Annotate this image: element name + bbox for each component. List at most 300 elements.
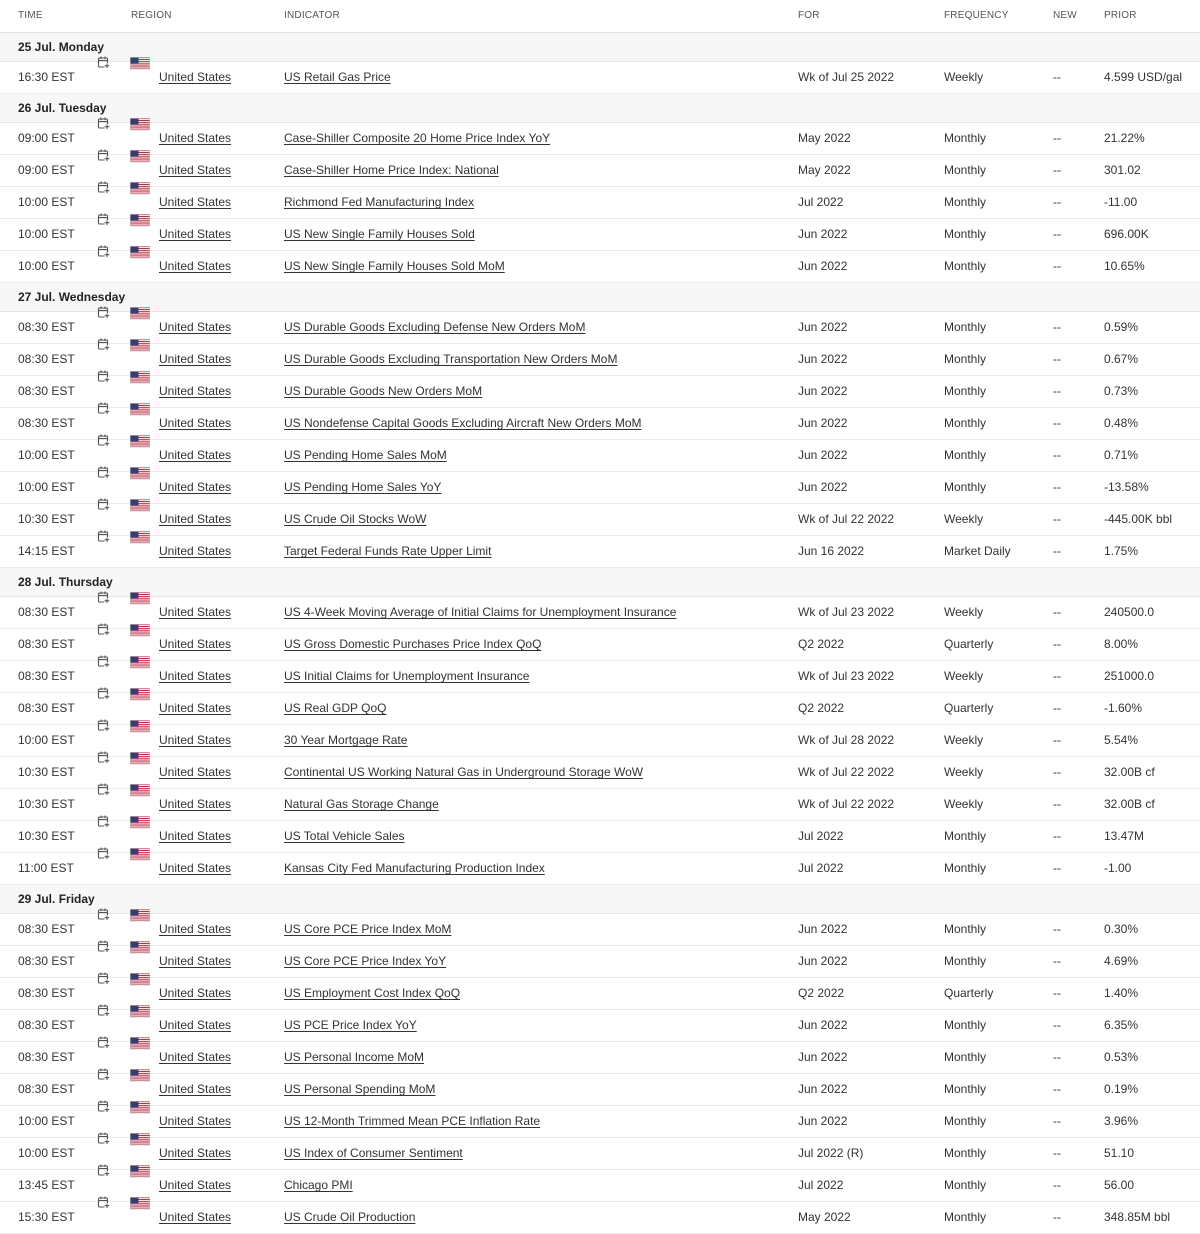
event-time: 08:30 EST	[18, 1050, 75, 1064]
calendar-add-icon[interactable]	[97, 181, 110, 194]
new-value: --	[1053, 448, 1061, 462]
event-time: 15:30 EST	[18, 1210, 75, 1224]
frequency: Monthly	[944, 195, 987, 209]
period-for: Q2 2022	[798, 637, 845, 651]
table-row	[0, 693, 1200, 725]
indicator-link[interactable]: Target Federal Funds Rate Upper Limit	[284, 544, 492, 558]
calendar-add-icon[interactable]	[97, 783, 110, 796]
indicator-link[interactable]: Kansas City Fed Manufacturing Production Index	[284, 861, 545, 875]
new-value: --	[1053, 922, 1061, 936]
us-flag-icon	[130, 150, 150, 162]
region-link[interactable]: United States	[159, 195, 232, 209]
indicator-link[interactable]: Case-Shiller Composite 20 Home Price Index YoY	[284, 131, 551, 145]
region-link[interactable]: United States	[159, 1114, 232, 1128]
column-header-frequency[interactable]: FREQUENCY	[944, 10, 1009, 21]
prior-value: 32.00B cf	[1104, 797, 1155, 811]
region-link[interactable]: United States	[159, 480, 232, 494]
period-for: Jun 2022	[798, 384, 848, 398]
prior-value: 348.85M bbl	[1104, 1210, 1171, 1224]
calendar-add-icon[interactable]	[97, 687, 110, 700]
prior-value: 1.40%	[1104, 986, 1139, 1000]
calendar-add-icon[interactable]	[97, 1036, 110, 1049]
event-time: 13:45 EST	[18, 1178, 75, 1192]
event-time: 10:00 EST	[18, 259, 75, 273]
period-for: May 2022	[798, 163, 851, 177]
new-value: --	[1053, 70, 1061, 84]
indicator-link[interactable]: US Pending Home Sales YoY	[284, 480, 442, 494]
prior-value: 0.19%	[1104, 1082, 1139, 1096]
table-row	[0, 1138, 1200, 1170]
table-row	[0, 1010, 1200, 1042]
prior-value: 6.35%	[1104, 1018, 1139, 1032]
table-row	[0, 251, 1200, 283]
table-row	[0, 789, 1200, 821]
new-value: --	[1053, 1050, 1061, 1064]
us-flag-icon	[130, 246, 150, 258]
event-time: 08:30 EST	[18, 416, 75, 430]
prior-value: 0.48%	[1104, 416, 1139, 430]
event-time: 08:30 EST	[18, 384, 75, 398]
prior-value: 301.02	[1104, 163, 1141, 177]
table-body	[0, 33, 1200, 1234]
indicator-link[interactable]: Natural Gas Storage Change	[284, 797, 439, 811]
day-header: 26 Jul. Tuesday	[0, 94, 1200, 123]
us-flag-icon	[130, 784, 150, 796]
calendar-add-icon[interactable]	[97, 1068, 110, 1081]
region-link[interactable]: United States	[159, 416, 232, 430]
indicator-link[interactable]: US Personal Spending MoM	[284, 1082, 436, 1096]
calendar-add-icon[interactable]	[97, 117, 110, 130]
table-row	[0, 725, 1200, 757]
prior-value: 0.71%	[1104, 448, 1139, 462]
table-row	[0, 62, 1200, 94]
period-for: Wk of Jul 22 2022	[798, 512, 895, 526]
calendar-add-icon[interactable]	[97, 623, 110, 636]
new-value: --	[1053, 954, 1061, 968]
us-flag-icon	[130, 435, 150, 447]
region-link[interactable]: United States	[159, 954, 232, 968]
column-header-prior[interactable]: PRIOR	[1104, 10, 1137, 21]
prior-value: 51.10	[1104, 1146, 1135, 1160]
prior-value: 696.00K	[1104, 227, 1149, 241]
indicator-link[interactable]: Continental US Working Natural Gas in Underground Storage WoW	[284, 765, 644, 779]
column-header-for[interactable]: FOR	[798, 10, 820, 21]
region-link[interactable]: United States	[159, 765, 232, 779]
frequency: Weekly	[944, 70, 984, 84]
prior-value: 13.47M	[1104, 829, 1145, 843]
region-link[interactable]: United States	[159, 259, 232, 273]
prior-value: 21.22%	[1104, 131, 1145, 145]
calendar-add-icon[interactable]	[97, 306, 110, 319]
region-link[interactable]: United States	[159, 352, 232, 366]
calendar-add-icon[interactable]	[97, 530, 110, 543]
indicator-link[interactable]: US Nondefense Capital Goods Excluding Aircraft New Orders MoM	[284, 416, 642, 430]
prior-value: -1.00	[1104, 861, 1132, 875]
indicator-link[interactable]: Chicago PMI	[284, 1178, 353, 1192]
frequency: Monthly	[944, 954, 987, 968]
indicator-link[interactable]: US Crude Oil Production	[284, 1210, 416, 1224]
prior-value: -11.00	[1104, 195, 1138, 209]
frequency: Weekly	[944, 669, 984, 683]
new-value: --	[1053, 797, 1061, 811]
us-flag-icon	[130, 752, 150, 764]
frequency: Monthly	[944, 1210, 987, 1224]
day-header: 29 Jul. Friday	[0, 885, 1200, 914]
us-flag-icon	[130, 1165, 150, 1177]
indicator-link[interactable]: US Gross Domestic Purchases Price Index QoQ	[284, 637, 542, 651]
period-for: Wk of Jul 23 2022	[798, 669, 895, 683]
period-for: Jun 16 2022	[798, 544, 865, 558]
region-link[interactable]: United States	[159, 797, 232, 811]
table-row	[0, 661, 1200, 693]
region-link[interactable]: United States	[159, 1178, 232, 1192]
period-for: Wk of Jul 23 2022	[798, 605, 895, 619]
region-link[interactable]: United States	[159, 829, 232, 843]
calendar-add-icon[interactable]	[97, 1164, 110, 1177]
indicator-link[interactable]: Case-Shiller Home Price Index: National	[284, 163, 499, 177]
region-link[interactable]: United States	[159, 512, 232, 526]
region-link[interactable]: United States	[159, 861, 232, 875]
table-row	[0, 946, 1200, 978]
event-time: 10:00 EST	[18, 1146, 75, 1160]
us-flag-icon	[130, 848, 150, 860]
new-value: --	[1053, 637, 1061, 651]
period-for: Jun 2022	[798, 259, 848, 273]
frequency: Monthly	[944, 829, 987, 843]
us-flag-icon	[130, 1069, 150, 1081]
new-value: --	[1053, 765, 1061, 779]
indicator-link[interactable]: US New Single Family Houses Sold MoM	[284, 259, 505, 273]
calendar-add-icon[interactable]	[97, 245, 110, 258]
calendar-add-icon[interactable]	[97, 940, 110, 953]
event-time: 10:00 EST	[18, 733, 75, 747]
event-time: 10:00 EST	[18, 448, 75, 462]
new-value: --	[1053, 1114, 1061, 1128]
us-flag-icon	[130, 592, 150, 604]
calendar-add-icon[interactable]	[97, 1100, 110, 1113]
frequency: Monthly	[944, 1114, 987, 1128]
event-time: 10:30 EST	[18, 765, 75, 779]
indicator-link[interactable]: US Crude Oil Stocks WoW	[284, 512, 427, 526]
prior-value: -445.00K bbl	[1104, 512, 1173, 526]
calendar-add-icon[interactable]	[97, 1196, 110, 1209]
new-value: --	[1053, 416, 1061, 430]
frequency: Monthly	[944, 163, 987, 177]
new-value: --	[1053, 195, 1061, 209]
period-for: Jun 2022	[798, 352, 848, 366]
region-link[interactable]: United States	[159, 986, 232, 1000]
period-for: Jun 2022	[798, 320, 848, 334]
indicator-link[interactable]: Richmond Fed Manufacturing Index	[284, 195, 475, 209]
frequency: Weekly	[944, 765, 984, 779]
us-flag-icon	[130, 624, 150, 636]
table-row	[0, 536, 1200, 568]
period-for: Jun 2022	[798, 954, 848, 968]
event-time: 08:30 EST	[18, 637, 75, 651]
calendar-add-icon[interactable]	[97, 908, 110, 921]
frequency: Monthly	[944, 1018, 987, 1032]
region-link[interactable]: United States	[159, 1018, 232, 1032]
calendar-add-icon[interactable]	[97, 402, 110, 415]
new-value: --	[1053, 733, 1061, 747]
table-row	[0, 440, 1200, 472]
prior-value: 56.00	[1104, 1178, 1135, 1192]
region-link[interactable]: United States	[159, 320, 232, 334]
us-flag-icon	[130, 1197, 150, 1209]
prior-value: 4.69%	[1104, 954, 1139, 968]
us-flag-icon	[130, 403, 150, 415]
region-link[interactable]: United States	[159, 1050, 232, 1064]
region-link[interactable]: United States	[159, 163, 232, 177]
prior-value: 10.65%	[1104, 259, 1145, 273]
frequency: Monthly	[944, 1146, 987, 1160]
day-header: 28 Jul. Thursday	[0, 568, 1200, 597]
us-flag-icon	[130, 57, 150, 69]
us-flag-icon	[130, 973, 150, 985]
region-link[interactable]: United States	[159, 669, 232, 683]
new-value: --	[1053, 1210, 1061, 1224]
region-link[interactable]: United States	[159, 70, 232, 84]
region-link[interactable]: United States	[159, 733, 232, 747]
table-row	[0, 219, 1200, 251]
us-flag-icon	[130, 499, 150, 511]
prior-value: 8.00%	[1104, 637, 1139, 651]
table-row	[0, 821, 1200, 853]
us-flag-icon	[130, 1005, 150, 1017]
event-time: 08:30 EST	[18, 954, 75, 968]
frequency: Quarterly	[944, 637, 994, 651]
indicator-link[interactable]: US Personal Income MoM	[284, 1050, 425, 1064]
new-value: --	[1053, 861, 1061, 875]
new-value: --	[1053, 259, 1061, 273]
event-time: 14:15 EST	[18, 544, 75, 558]
us-flag-icon	[130, 941, 150, 953]
region-link[interactable]: United States	[159, 448, 232, 462]
frequency: Weekly	[944, 797, 984, 811]
us-flag-icon	[130, 531, 150, 543]
calendar-add-icon[interactable]	[97, 434, 110, 447]
indicator-link[interactable]: US Durable Goods Excluding Defense New Orders MoM	[284, 320, 586, 334]
calendar-add-icon[interactable]	[97, 815, 110, 828]
calendar-add-icon[interactable]	[97, 847, 110, 860]
calendar-add-icon[interactable]	[97, 213, 110, 226]
table-row	[0, 312, 1200, 344]
frequency: Quarterly	[944, 701, 994, 715]
event-time: 09:00 EST	[18, 163, 75, 177]
calendar-add-icon[interactable]	[97, 719, 110, 732]
period-for: Wk of Jul 22 2022	[798, 797, 895, 811]
calendar-add-icon[interactable]	[97, 370, 110, 383]
calendar-add-icon[interactable]	[97, 655, 110, 668]
period-for: Jul 2022	[798, 829, 844, 843]
indicator-link[interactable]: US PCE Price Index YoY	[284, 1018, 417, 1032]
us-flag-icon	[130, 182, 150, 194]
column-header-indicator[interactable]: INDICATOR	[284, 10, 340, 21]
table-header	[0, 0, 1200, 33]
new-value: --	[1053, 512, 1061, 526]
period-for: Jun 2022	[798, 1114, 848, 1128]
period-for: May 2022	[798, 131, 851, 145]
frequency: Monthly	[944, 1178, 987, 1192]
new-value: --	[1053, 669, 1061, 683]
new-value: --	[1053, 544, 1061, 558]
prior-value: 0.59%	[1104, 320, 1139, 334]
new-value: --	[1053, 131, 1061, 145]
frequency: Monthly	[944, 922, 987, 936]
new-value: --	[1053, 320, 1061, 334]
frequency: Quarterly	[944, 986, 994, 1000]
period-for: Jun 2022	[798, 480, 848, 494]
us-flag-icon	[130, 118, 150, 130]
event-time: 10:00 EST	[18, 1114, 75, 1128]
indicator-link[interactable]: US Total Vehicle Sales	[284, 829, 405, 843]
indicator-link[interactable]: US Retail Gas Price	[284, 70, 391, 84]
region-link[interactable]: United States	[159, 637, 232, 651]
table-row	[0, 597, 1200, 629]
region-link[interactable]: United States	[159, 227, 232, 241]
prior-value: -1.60%	[1104, 701, 1143, 715]
calendar-add-icon[interactable]	[97, 972, 110, 985]
calendar-add-icon[interactable]	[97, 1004, 110, 1017]
region-link[interactable]: United States	[159, 1146, 232, 1160]
frequency: Monthly	[944, 480, 987, 494]
region-link[interactable]: United States	[159, 384, 232, 398]
region-link[interactable]: United States	[159, 131, 232, 145]
day-header: 25 Jul. Monday	[0, 33, 1200, 62]
period-for: Q2 2022	[798, 986, 845, 1000]
event-time: 10:00 EST	[18, 227, 75, 241]
new-value: --	[1053, 605, 1061, 619]
us-flag-icon	[130, 307, 150, 319]
frequency: Monthly	[944, 227, 987, 241]
frequency: Monthly	[944, 320, 987, 334]
table-row	[0, 1106, 1200, 1138]
calendar-add-icon[interactable]	[97, 498, 110, 511]
event-time: 10:30 EST	[18, 829, 75, 843]
prior-value: 0.30%	[1104, 922, 1139, 936]
new-value: --	[1053, 480, 1061, 494]
indicator-link[interactable]: US Durable Goods Excluding Transportation New Orders MoM	[284, 352, 618, 366]
indicator-link[interactable]: US Durable Goods New Orders MoM	[284, 384, 483, 398]
table-row	[0, 155, 1200, 187]
period-for: May 2022	[798, 1210, 851, 1224]
event-time: 16:30 EST	[18, 70, 75, 84]
indicator-link[interactable]: US 12-Month Trimmed Mean PCE Inflation Rate	[284, 1114, 541, 1128]
event-time: 08:30 EST	[18, 605, 75, 619]
event-time: 09:00 EST	[18, 131, 75, 145]
period-for: Jun 2022	[798, 1050, 848, 1064]
prior-value: 240500.0	[1104, 605, 1155, 619]
period-for: Jun 2022	[798, 448, 848, 462]
table-row	[0, 757, 1200, 789]
period-for: Jun 2022	[798, 416, 848, 430]
event-time: 08:30 EST	[18, 922, 75, 936]
frequency: Monthly	[944, 861, 987, 875]
frequency: Weekly	[944, 733, 984, 747]
event-time: 10:00 EST	[18, 480, 75, 494]
event-time: 08:30 EST	[18, 986, 75, 1000]
column-header-new[interactable]: NEW	[1053, 10, 1077, 21]
table-row	[0, 408, 1200, 440]
period-for: Jul 2022	[798, 195, 844, 209]
column-header-region[interactable]: REGION	[131, 10, 172, 21]
table-row	[0, 504, 1200, 536]
new-value: --	[1053, 986, 1061, 1000]
indicator-link[interactable]: US Core PCE Price Index YoY	[284, 954, 447, 968]
event-time: 10:30 EST	[18, 512, 75, 526]
event-time: 08:30 EST	[18, 320, 75, 334]
indicator-link[interactable]: US Pending Home Sales MoM	[284, 448, 447, 462]
new-value: --	[1053, 163, 1061, 177]
region-link[interactable]: United States	[159, 922, 232, 936]
frequency: Monthly	[944, 259, 987, 273]
table-row	[0, 123, 1200, 155]
indicator-link[interactable]: 30 Year Mortgage Rate	[284, 733, 408, 747]
calendar-add-icon[interactable]	[97, 56, 110, 69]
event-time: 08:30 EST	[18, 701, 75, 715]
indicator-link[interactable]: US 4-Week Moving Average of Initial Claims for Unemployment Insurance	[284, 605, 677, 619]
new-value: --	[1053, 829, 1061, 843]
event-time: 10:00 EST	[18, 195, 75, 209]
table-row	[0, 187, 1200, 219]
indicator-link[interactable]: US Index of Consumer Sentiment	[284, 1146, 463, 1160]
column-header-time[interactable]: TIME	[18, 10, 43, 21]
region-link[interactable]: United States	[159, 701, 232, 715]
region-link[interactable]: United States	[159, 605, 232, 619]
us-flag-icon	[130, 720, 150, 732]
new-value: --	[1053, 384, 1061, 398]
event-time: 08:30 EST	[18, 669, 75, 683]
table-row	[0, 344, 1200, 376]
period-for: Q2 2022	[798, 701, 845, 715]
prior-value: -13.58%	[1104, 480, 1149, 494]
calendar-add-icon[interactable]	[97, 466, 110, 479]
frequency: Weekly	[944, 605, 984, 619]
calendar-add-icon[interactable]	[97, 751, 110, 764]
table-row	[0, 376, 1200, 408]
table-row	[0, 1202, 1200, 1234]
new-value: --	[1053, 1082, 1061, 1096]
region-link[interactable]: United States	[159, 544, 232, 558]
indicator-link[interactable]: US Core PCE Price Index MoM	[284, 922, 452, 936]
indicator-link[interactable]: US Real GDP QoQ	[284, 701, 387, 715]
region-link[interactable]: United States	[159, 1210, 232, 1224]
calendar-add-icon[interactable]	[97, 149, 110, 162]
us-flag-icon	[130, 1101, 150, 1113]
indicator-link[interactable]: US Employment Cost Index QoQ	[284, 986, 461, 1000]
us-flag-icon	[130, 688, 150, 700]
indicator-link[interactable]: US New Single Family Houses Sold	[284, 227, 475, 241]
indicator-link[interactable]: US Initial Claims for Unemployment Insurance	[284, 669, 530, 683]
period-for: Jun 2022	[798, 922, 848, 936]
prior-value: 0.53%	[1104, 1050, 1139, 1064]
table-row	[0, 472, 1200, 504]
event-time: 10:30 EST	[18, 797, 75, 811]
period-for: Jun 2022	[798, 1082, 848, 1096]
table-row	[0, 914, 1200, 946]
region-link[interactable]: United States	[159, 1082, 232, 1096]
period-for: Jul 2022 (R)	[798, 1146, 864, 1160]
new-value: --	[1053, 1146, 1061, 1160]
table-row	[0, 1074, 1200, 1106]
new-value: --	[1053, 227, 1061, 241]
calendar-add-icon[interactable]	[97, 1132, 110, 1145]
table-row	[0, 853, 1200, 885]
calendar-add-icon[interactable]	[97, 338, 110, 351]
frequency: Monthly	[944, 1050, 987, 1064]
prior-value: 1.75%	[1104, 544, 1139, 558]
calendar-add-icon[interactable]	[97, 591, 110, 604]
